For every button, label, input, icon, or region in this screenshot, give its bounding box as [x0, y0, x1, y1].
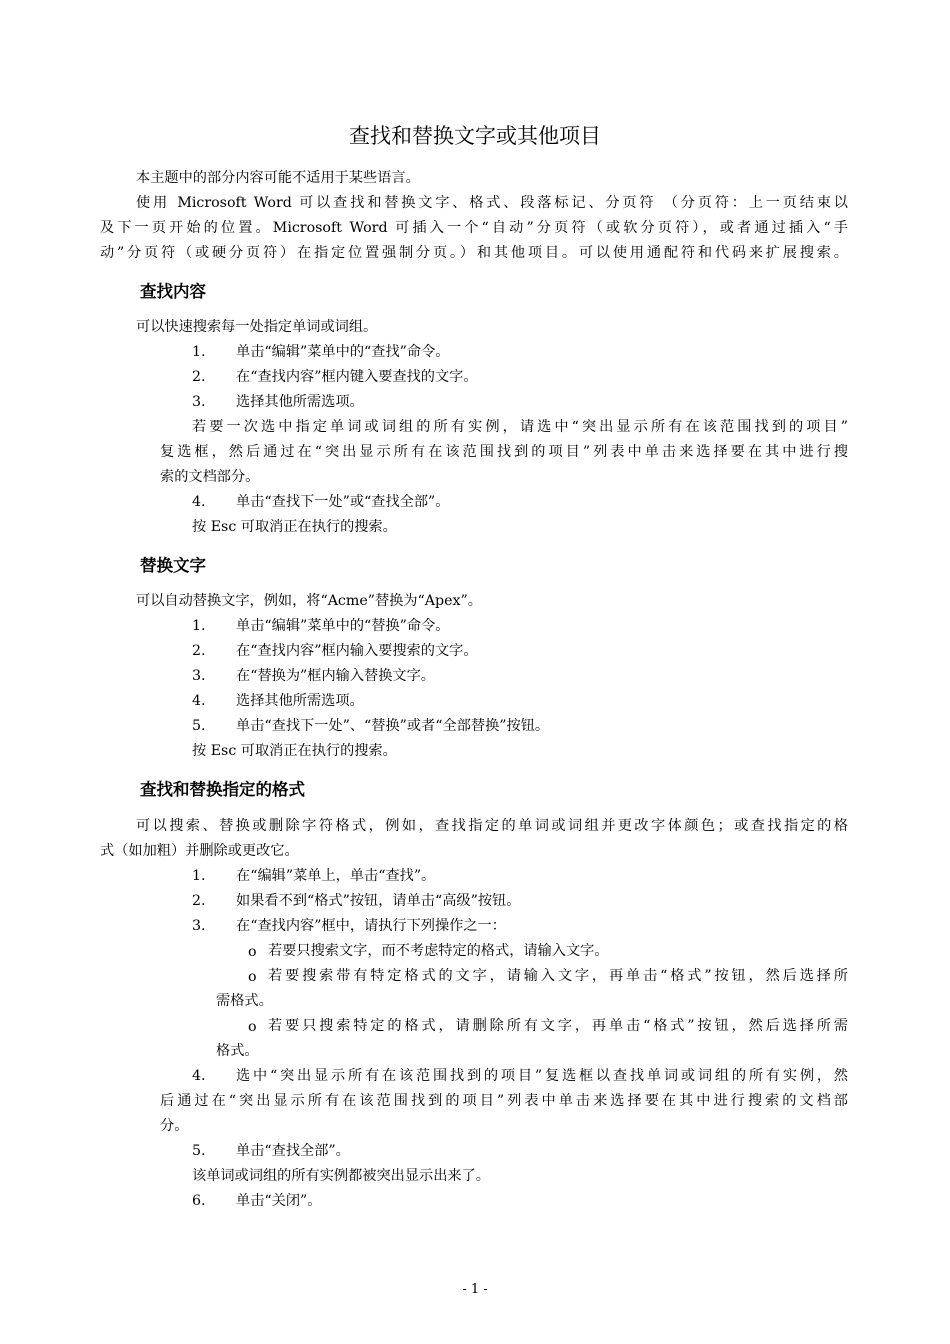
step-number: 3.: [192, 394, 206, 410]
step-number: 6.: [192, 1193, 206, 1209]
intro-para-line: 动”分页符（或硬分页符）在指定位置强制分页。）和其他项目。可以使用通配符和代码来扩展搜索。: [100, 245, 848, 261]
section-heading-find: 查找内容: [140, 282, 206, 301]
step-number: 2.: [192, 893, 206, 909]
intro-para-line: 及下一页开始的位置。Microsoft Word 可插入一个“自动”分页符（或软分页符），或者通过插入“手: [100, 220, 848, 236]
section-heading-format: 查找和替换指定的格式: [140, 780, 305, 799]
step-number: 1.: [192, 868, 206, 884]
step-text: 在“编辑”菜单上，单击“查找”。: [236, 868, 436, 884]
step-text: 在“查找内容”框内键入要查找的文字。: [236, 369, 478, 385]
step-text: 后通过在“突出显示所有在该范围找到的项目”列表中单击来选择要在其中进行搜索的文档部: [160, 1093, 848, 1109]
step-number: 1.: [192, 618, 206, 634]
bullet-text: 格式。: [216, 1043, 259, 1059]
step-number: 4.: [192, 494, 206, 510]
step-number: 3.: [192, 668, 206, 684]
step-number: 3.: [192, 918, 206, 934]
esc-note: 按 Esc 可取消正在执行的搜索。: [192, 743, 397, 759]
step-text: 单击“编辑”菜单中的“替换”命令。: [236, 618, 450, 634]
page-title: 查找和替换文字或其他项目: [349, 124, 601, 148]
step-text: 在“查找内容”框中，请执行下列操作之一：: [236, 918, 506, 934]
bullet-circle-icon: o: [248, 1019, 257, 1035]
step-number: 2.: [192, 643, 206, 659]
section-lead: 可以自动替换文字，例如，将“Acme”替换为“Apex”。: [136, 593, 482, 609]
bullet-text: 需格式。: [216, 993, 273, 1009]
step-text: 选中“突出显示所有在该范围找到的项目”复选框以查找单词或词组的所有实例，然: [236, 1068, 848, 1084]
step-text: 在“查找内容”框内输入要搜索的文字。: [236, 643, 478, 659]
step-text: 分。: [160, 1118, 189, 1134]
bullet-text: 若要只搜索特定的格式，请删除所有文字，再单击“格式”按钮，然后选择所需: [268, 1018, 848, 1034]
bullet-circle-icon: o: [248, 944, 257, 960]
intro-line: 本主题中的部分内容可能不适用于某些语言。: [136, 170, 420, 186]
intro-para-line: 使用 Microsoft Word 可以查找和替换文字、格式、段落标记、分页符 （分页符：上一页结束以: [136, 195, 848, 211]
section-lead: 可以快速搜索每一处指定单词或词组。: [136, 319, 378, 335]
section-lead: 式（如加粗）并删除或更改它。: [100, 843, 299, 859]
step-number: 4.: [192, 1068, 206, 1084]
step-text: 如果看不到“格式”按钮，请单击“高级”按钮。: [236, 893, 521, 909]
step-text: 单击“查找下一处”或“查找全部”。: [236, 494, 450, 510]
step-text: 在“替换为”框内输入替换文字。: [236, 668, 435, 684]
section-lead: 可以搜索、替换或删除字符格式，例如，查找指定的单词或词组并更改字体颜色；或查找指定的格: [136, 818, 848, 834]
step-number: 1.: [192, 344, 206, 360]
bullet-circle-icon: o: [248, 969, 257, 985]
step-text: 选择其他所需选项。: [236, 394, 364, 410]
page-number: - 1 -: [462, 1282, 488, 1297]
step-text: 选择其他所需选项。: [236, 693, 364, 709]
note-line: 复选框，然后通过在“突出显示所有在该范围找到的项目”列表中单击来选择要在其中进行搜: [160, 444, 848, 460]
esc-note: 按 Esc 可取消正在执行的搜索。: [192, 519, 397, 535]
step-number: 5.: [192, 1143, 206, 1159]
step-number: 2.: [192, 369, 206, 385]
step-text: 单击“查找全部”。: [236, 1143, 350, 1159]
bullet-text: 若要只搜索文字，而不考虑特定的格式，请输入文字。: [268, 943, 609, 959]
step-text: 单击“关闭”。: [236, 1193, 322, 1209]
result-note: 该单词或词组的所有实例都被突出显示出来了。: [192, 1168, 490, 1184]
step-text: 单击“编辑”菜单中的“查找”命令。: [236, 344, 450, 360]
step-text: 单击“查找下一处”、“替换”或者“全部替换”按钮。: [236, 718, 550, 734]
step-number: 5.: [192, 718, 206, 734]
note-line: 索的文档部分。: [160, 469, 260, 485]
section-heading-replace: 替换文字: [140, 556, 206, 575]
bullet-text: 若要搜索带有特定格式的文字，请输入文字，再单击“格式”按钮，然后选择所: [268, 968, 848, 984]
step-number: 4.: [192, 693, 206, 709]
note-line: 若要一次选中指定单词或词组的所有实例，请选中“突出显示所有在该范围找到的项目”: [192, 419, 848, 435]
